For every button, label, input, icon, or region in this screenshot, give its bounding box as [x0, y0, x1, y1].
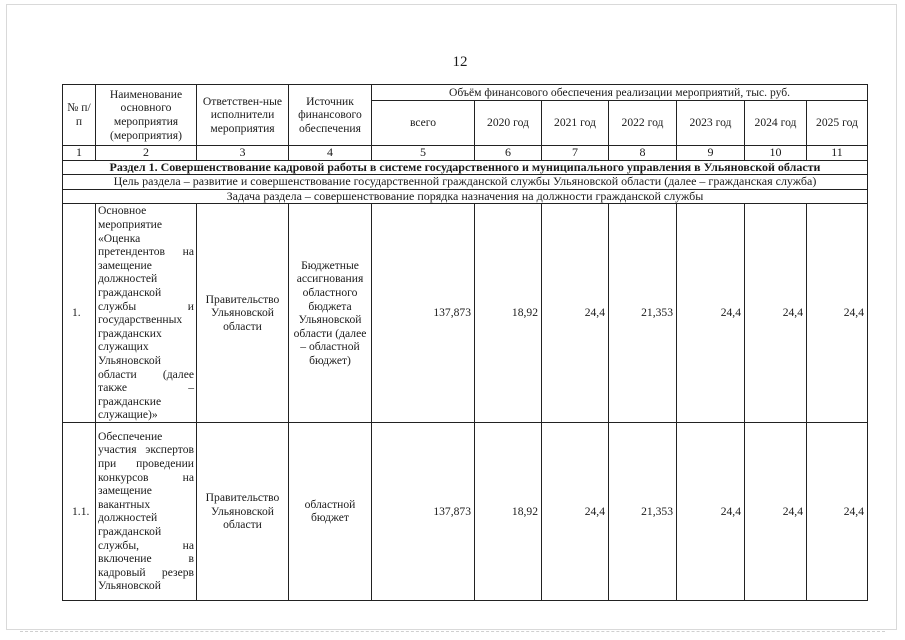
column-number: 4: [289, 146, 372, 161]
table-row: [63, 204, 868, 423]
header-year: 2023 год: [677, 101, 745, 146]
row-value: 18,92: [475, 204, 542, 423]
row-value: 24,4: [542, 204, 609, 423]
row-total: 137,873: [372, 204, 475, 423]
row-number: 1.: [63, 204, 96, 423]
row-value: 21,353: [609, 422, 677, 600]
row-source: областной бюджет: [289, 422, 372, 600]
row-value: 21,353: [609, 204, 677, 423]
table-row: [63, 422, 868, 600]
column-number: 8: [609, 146, 677, 161]
header-name: Наименование основного мероприятия (мероприятия): [96, 85, 197, 146]
column-number: 2: [96, 146, 197, 161]
page-number: 12: [452, 54, 468, 70]
row-value: 24,4: [745, 422, 807, 600]
row-name: Обеспечение участия экспертов при проведении конкурсов на замещение вакантных должностей гражданской службы, на включение в кадровый резерв Ульяновской: [96, 422, 197, 600]
row-value: 24,4: [807, 204, 868, 423]
column-number: 10: [745, 146, 807, 161]
row-name: Основное мероприятие «Оценка претендентов на замещение должностей гражданской службы и государственных гражданских служащих Ульяновской области (далее также – гражданские служащие)»: [96, 204, 197, 423]
header-year: 2022 год: [609, 101, 677, 146]
header-volume: Объём финансового обеспечения реализации мероприятий, тыс. руб.: [372, 85, 868, 101]
header-year: 2025 год: [807, 101, 868, 146]
header-year: 2021 год: [542, 101, 609, 146]
column-number: 11: [807, 146, 868, 161]
row-value: 24,4: [807, 422, 868, 600]
header-year: 2020 год: [475, 101, 542, 146]
row-value: 24,4: [542, 422, 609, 600]
section-task: Задача раздела – совершенствование порядка назначения на должности гражданской службы: [63, 189, 868, 204]
column-number: 9: [677, 146, 745, 161]
column-number: 1: [63, 146, 96, 161]
header-source: Источник финансового обеспечения: [289, 85, 372, 146]
row-number: 1.1.: [63, 422, 96, 600]
header-responsible: Ответствен-ные исполнители мероприятия: [197, 85, 289, 146]
column-number: 7: [542, 146, 609, 161]
scan-edge-artifact: [20, 631, 885, 634]
column-number: 3: [197, 146, 289, 161]
financing-table: [62, 84, 868, 601]
column-number: 5: [372, 146, 475, 161]
row-value: 24,4: [745, 204, 807, 423]
row-total: 137,873: [372, 422, 475, 600]
row-value: 18,92: [475, 422, 542, 600]
section-title: Раздел 1. Совершенствование кадровой работы в системе государственного и муниципального управления в Ульяновской области: [63, 160, 868, 175]
header-year: 2024 год: [745, 101, 807, 146]
header-no: № п/п: [63, 85, 96, 146]
section-goal: Цель раздела – развитие и совершенствование государственной гражданской службы Ульяновской области (далее – гражданская служба): [63, 175, 868, 190]
row-responsible: Правительство Ульяновской области: [197, 204, 289, 423]
column-number: 6: [475, 146, 542, 161]
column-number-row: [63, 146, 868, 161]
row-responsible: Правительство Ульяновской области: [197, 422, 289, 600]
row-value: 24,4: [677, 422, 745, 600]
header-total: всего: [372, 101, 475, 146]
row-value: 24,4: [677, 204, 745, 423]
row-source: Бюджетные ассигнования областного бюджета Ульяновской области (далее – областной бюджет): [289, 204, 372, 423]
